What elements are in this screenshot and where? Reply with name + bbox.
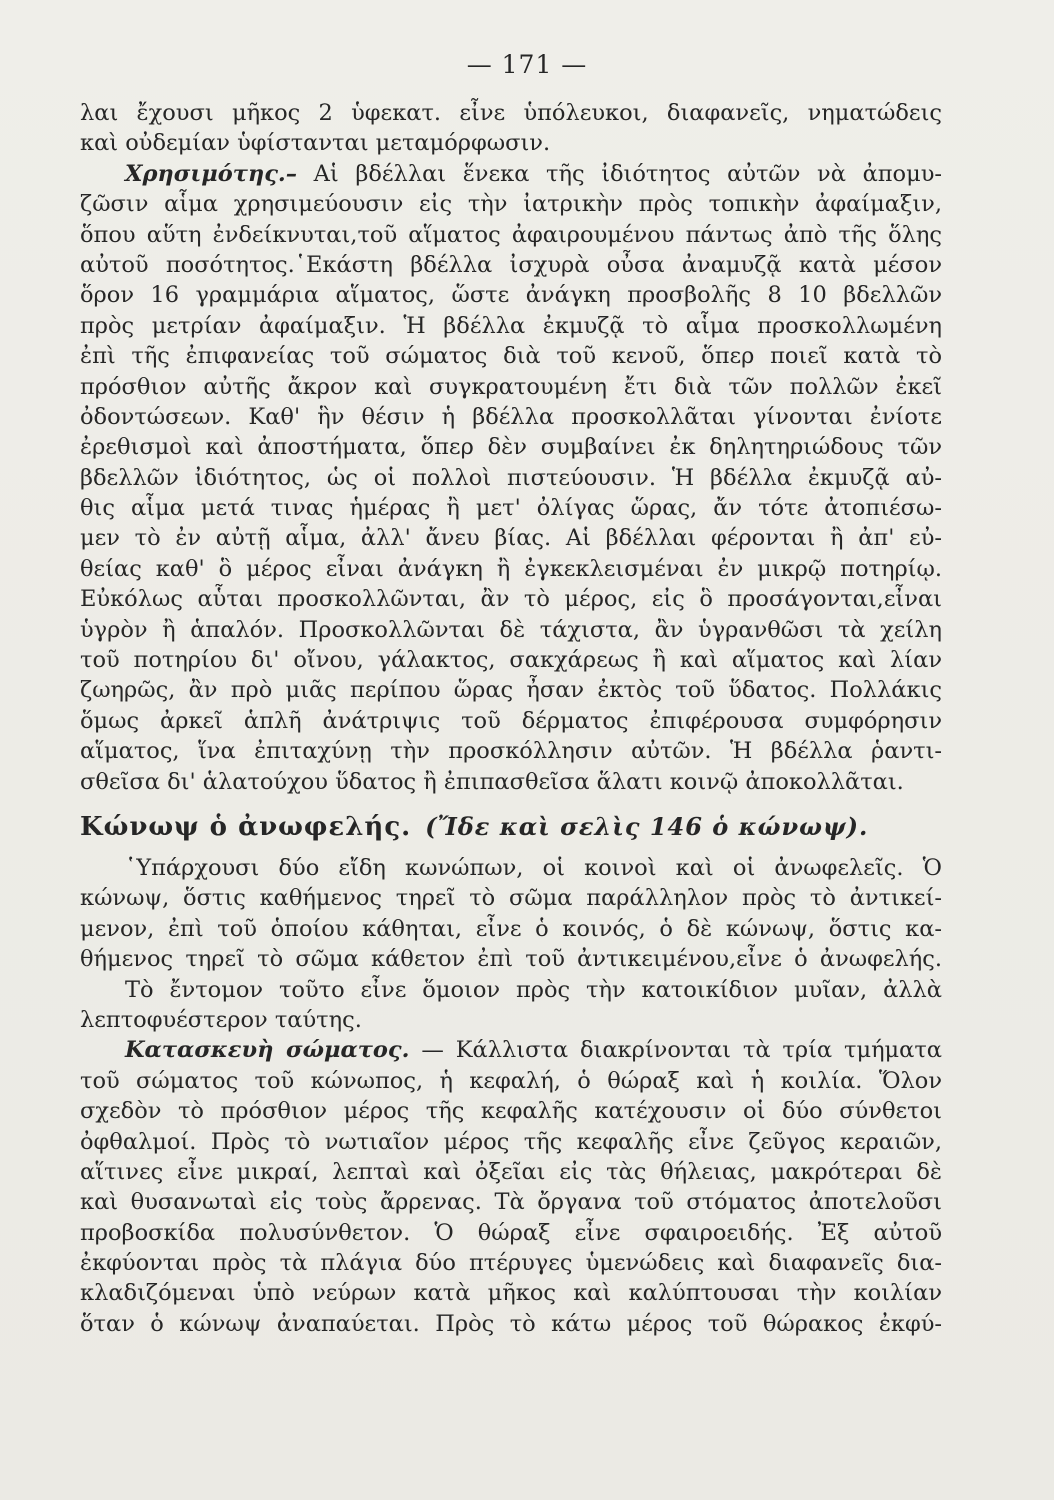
text-line: μεν τὸ ἐν αὐτῇ αἷμα, ἀλλ' ἄνευ βίας. Αἱ βδέλλαι φέρονται ἢ ἀπ' εὐ- [80,525,942,552]
text-line: πρόσθιον αὐτῆς ἄκρον καὶ συγκρατουμένη ἔτι διὰ τῶν πολλῶν ἐκεῖ [80,373,942,400]
text-line: τοῦ ποτηρίου δι' οἴνου, γάλακτος, σακχάρεως ἢ καὶ αἵματος καὶ λίαν [80,647,942,674]
text-line [80,1035,942,1065]
text-line: ζωηρῶς, ἂν πρὸ μιᾶς περίπου ὥρας ἦσαν ἐκτὸς τοῦ ὕδατος. Πολλάκις [80,677,942,704]
text-line: λαι ἔχουσι μῆκος 2 ὑφεκατ. εἶνε ὑπόλευκοι, διαφανεῖς, νηματώδεις [80,100,942,126]
text-line: ἐκφύονται πρὸς τὰ πλάγια δύο πτέρυγες ὑμενώδεις καὶ διαφανεῖς δια- [80,1250,942,1277]
text-line: μενον, ἐπὶ τοῦ ὁποίου κάθηται, εἶνε ὁ κοινός, ὁ δὲ κώνωψ, ὅστις κα- [80,915,942,942]
paragraph-body-structure [80,1035,942,1339]
text-line: Τὸ ἔντομον τοῦτο εἶνε ὅμοιον πρὸς τὴν κατοικίδιον μυῖαν, ἀλλὰ [125,976,942,1003]
section-title: Κώνωψ ὁ ἀνωφελής. [80,811,412,842]
text-line: ὅπου αὕτη ἐνδείκνυται,τοῦ αἵματος ἀφαιρουμένου πάντως ἀπὸ τῆς ὅλης [80,221,942,248]
text-line: αἵματος, ἵνα ἐπιταχύνῃ τὴν προσκόλλησιν αὐτῶν. Ἡ βδέλλα ῥαντι- [80,738,942,765]
text-line: σχεδὸν τὸ πρόσθιον μέρος τῆς κεφαλῆς κατέχουσιν οἱ δύο σύνθετοι [80,1098,942,1125]
text-line: σθεῖσα δι' ἁλατούχου ὕδατος ἢ ἐπιπασθεῖσα ἅλατι κοινῷ ἀποκολλᾶται. [80,768,904,795]
text-line: κώνωψ, ὅστις καθήμενος τηρεῖ τὸ σῶμα παράλληλον πρὸς τὸ ἀντικεί- [80,885,942,912]
section-cross-reference: (Ἴδε καὶ σελὶς 146 ὁ κώνωψ). [425,811,869,841]
text-line: τοῦ σώματος τοῦ κώνωπος, ἡ κεφαλή, ὁ θώραξ καὶ ἡ κοιλία. Ὅλον [80,1067,942,1094]
page-number: — 171 — [466,50,588,79]
section-heading [80,807,942,847]
paragraph-usefulness [80,159,942,797]
text-line: κλαδιζόμεναι ὑπὸ νεύρων κατὰ μῆκος καὶ καλύπτουσαι τὴν κοιλίαν [80,1280,942,1307]
text-line: θήμενος τηρεῖ τὸ σῶμα κάθετον ἐπὶ τοῦ ἀντικειμένου,εἶνε ὁ ἀνωφελής. [80,946,942,973]
text-span: Αἱ βδέλλαι ἕνεκα τῆς ἰδιότητος αὐτῶν νὰ ἀπομυ- [297,160,942,187]
paragraph-insect [80,975,942,1036]
text-line: προβοσκίδα πολυσύνθετον. Ὁ θώραξ εἶνε σφαιροειδής. Ἐξ αὐτοῦ [80,1219,942,1246]
text-line: αὐτοῦ ποσότητος.῾Εκάστη βδέλλα ἰσχυρὰ οὖσα ἀναμυζᾷ κατὰ μέσον [80,251,942,278]
text-line: ἐπὶ τῆς ἐπιφανείας τοῦ σώματος διὰ τοῦ κενοῦ, ὅπερ ποιεῖ κατὰ τὸ [80,343,942,370]
text-line: ἐρεθισμοὶ καὶ ἀποστήματα, ὅπερ δὲν συμβαίνει ἐκ δηλητηριώδους τῶν [80,434,942,461]
paragraph-continuation [80,98,942,159]
text-line: ὀδοντώσεων. Καθ' ἣν θέσιν ἡ βδέλλα προσκολλᾶται γίνονται ἐνίοτε [80,403,942,430]
text-line: ὅμως ἀρκεῖ ἁπλῆ ἀνάτριψις τοῦ δέρματος ἐπιφέρουσα συμφόρησιν [80,707,942,734]
text-line: θείας καθ' ὃ μέρος εἶναι ἀνάγκη ἢ ἐγκεκλεισμέναι ἐν μικρῷ ποτηρίῳ. [80,555,942,582]
text-line: ὅταν ὁ κώνωψ ἀναπαύεται. Πρὸς τὸ κάτω μέρος τοῦ θώρακος ἐκφύ- [80,1310,942,1337]
paragraph-species [80,853,942,975]
paragraph-term: Κατασκευὴ σώματος. [125,1037,410,1064]
text-line: ὑγρὸν ἢ ἁπαλόν. Προσκολλῶνται δὲ τάχιστα, ἂν ὑγρανθῶσι τὰ χείλη [80,616,942,643]
text-line [80,159,942,189]
page-text [80,98,942,1339]
text-line: θις αἷμα μετά τινας ἡμέρας ἢ μετ' ὀλίγας ὥρας, ἄν τότε ἀτοπιέσω- [80,495,942,522]
text-line: πρὸς μετρίαν ἀφαίμαξιν. Ἡ βδέλλα ἐκμυζᾷ τὸ αἷμα προσκολλωμένη [80,312,942,339]
text-line: βδελλῶν ἰδιότητος, ὡς οἱ πολλοὶ πιστεύουσιν. Ἡ βδέλλα ἐκμυζᾷ αὐ- [80,464,942,491]
text-line: ὅρον 16 γραμμάρια αἵματος, ὥστε ἀνάγκη προσβολῆς 8 10 βδελλῶν [80,282,942,309]
text-line: αἵτινες εἶνε μικραί, λεπταὶ καὶ ὀξεῖαι εἰς τὰς θήλειας, μακρότεραι δὲ [80,1158,942,1185]
text-line: Εὐκόλως αὗται προσκολλῶνται, ἂν τὸ μέρος, εἰς ὃ προσάγονται,εἶναι [80,586,942,613]
text-line: ζῶσιν αἷμα χρησιμεύουσιν εἰς τὴν ἰατρικὴν πρὸς τοπικὴν ἀφαίμαξιν, [80,191,942,218]
paragraph-term: Χρησιμότης.– [125,160,298,187]
text-span: — Κάλλιστα διακρίνονται τὰ τρία τμήματα [409,1037,942,1064]
text-line: λεπτοφυέστερον ταύτης. [80,1006,362,1033]
text-line: ὀφθαλμοί. Πρὸς τὸ νωτιαῖον μέρος τῆς κεφαλῆς εἶνε ζεῦγος κεραιῶν, [80,1128,942,1155]
text-line: καὶ θυσανωταὶ εἰς τοὺς ἄρρενας. Τὰ ὄργανα τοῦ στόματος ἀποτελοῦσι [80,1189,942,1216]
text-line: καὶ οὐδεμίαν ὑφίστανται μεταμόρφωσιν. [80,130,551,157]
text-line: ῾Υπάρχουσι δύο εἴδη κωνώπων, οἱ κοινοὶ καὶ οἱ ἀνωφελεῖς. Ὁ [125,854,942,881]
